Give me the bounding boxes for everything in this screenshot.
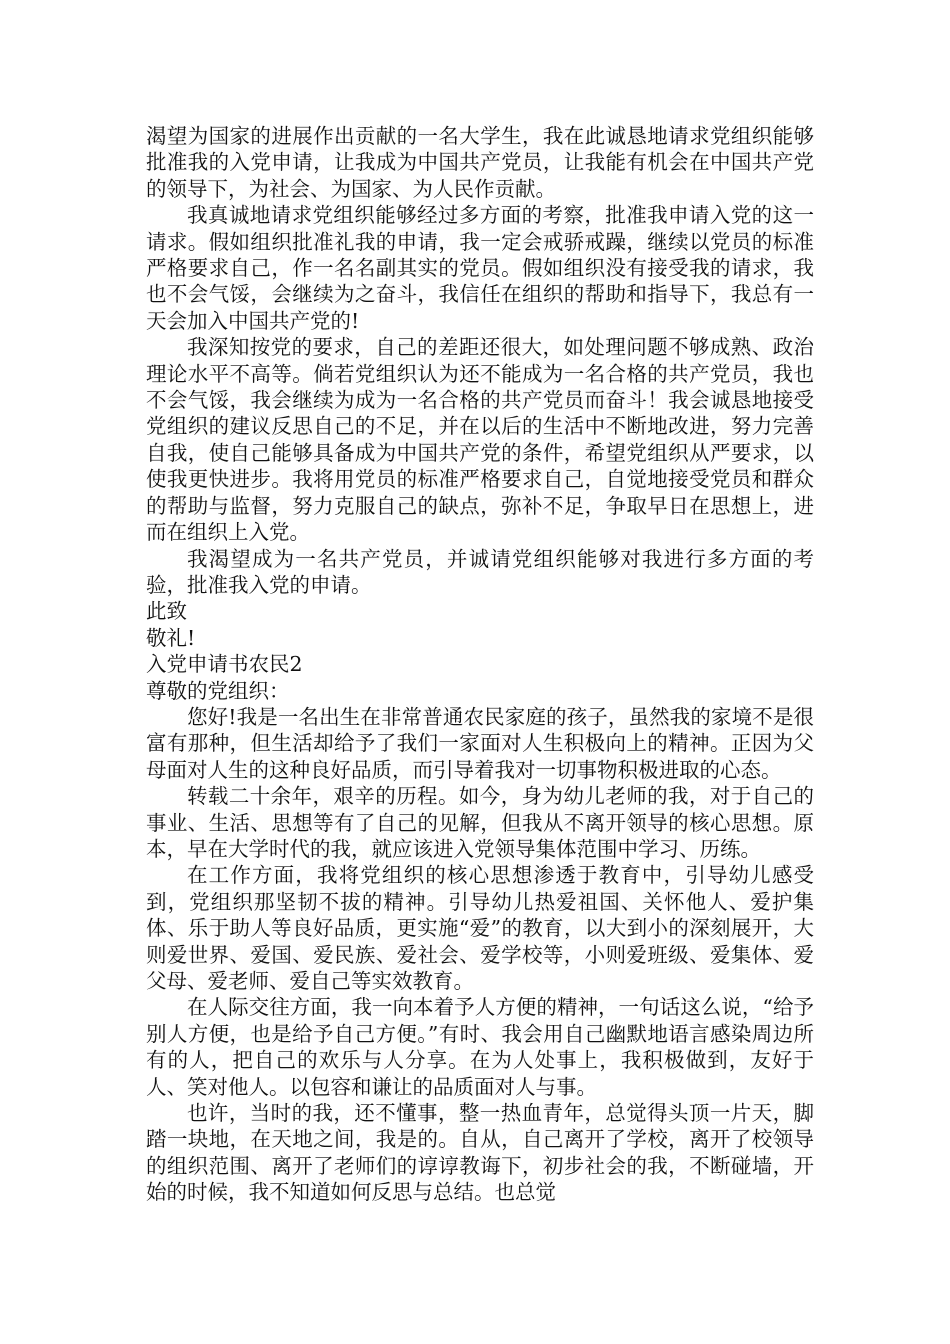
- closing-salutation: 此致: [146, 599, 187, 624]
- closing-regards: 敬礼!: [146, 625, 196, 650]
- section-heading: 入党申请书农民2: [146, 652, 303, 677]
- paragraph-4: 我渴望成为一名共产党员，并诚请党组织能够对我进行多方面的考验，批准我入党的申请。: [146, 546, 814, 597]
- paragraph-3: 我深知按党的要求，自己的差距还很大，如处理问题不够成熟、政治理论水平不高等。倘若党组织认为还不能成为一名合格的共产党员，我也不会气馁，我会继续为成为一名合格的共产党员而奋斗！我会诚恳地接受党组织的建议反思自己的不足，并在以后的生活中不断地改进，努力完善自我，使自己能够具备成为中国共产党的条件，希望党组织从严要求，以使我更快进步。我将用党员的标准严格要求自己，自觉地接受党员和群众的帮助与监督，努力克服自己的缺点，弥补不足，争取早日在思想上，进而在组织上入党。: [146, 335, 814, 545]
- paragraph-5: 您好!我是一名出生在非常普通农民家庭的孩子，虽然我的家境不是很富有那种，但生活却给予了我们一家面对人生积极向上的精神。正因为父母面对人生的这种良好品质，而引导着我对一切事物积极进取的心态。: [146, 704, 814, 782]
- paragraph-8: 在人际交往方面，我一向本着予人方便的精神，一句话这么说，“给予别人方便，也是给予自己方便。”有时、我会用自己幽默地语言感染周边所有的人，把自己的欢乐与人分享。在为人处事上，我积极做到，友好于人、笑对他人。以包容和谦让的品质面对人与事。: [146, 995, 814, 1099]
- paragraph-6: 转载二十余年，艰辛的历程。如今，身为幼儿老师的我，对于自己的事业、生活、思想等有了自己的见解，但我从不离开领导的核心思想。原本，早在大学时代的我，就应该进入党领导集体范围中学习、历练。: [146, 784, 814, 861]
- paragraph-9: 也许，当时的我，还不懂事，整一热血青年，总觉得头顶一片天，脚踏一块地，在天地之间，我是的。自从，自己离开了学校，离开了校领导的组织范围、离开了老师们的谆谆教诲下，初步社会的我，不断碰墙，开始的时候，我不知道如何反思与总结。也总觉: [146, 1101, 814, 1205]
- document-body: [146, 123, 814, 1206]
- paragraph-7: 在工作方面，我将党组织的核心思想渗透于教育中，引导幼儿感受到，党组织那坚韧不拔的精神。引导幼儿热爱祖国、关怀他人、爱护集体、乐于助人等良好品质，更实施“爱”的教育，以大到小的深刻展开，大则爱世界、爱国、爱民族、爱社会、爱学校等，小则爱班级、爱集体、爱父母、爱老师、爱自己等实效教育。: [146, 863, 814, 993]
- paragraph-1: 渴望为国家的进展作出贡献的一名大学生，我在此诚恳地请求党组织能够批准我的入党申请，让我成为中国共产党员，让我能有机会在中国共产党的领导下，为社会、为国家、为人民作贡献。: [146, 124, 814, 201]
- letter-greeting: 尊敬的党组织：: [146, 678, 290, 703]
- paragraph-2: 我真诚地请求党组织能够经过多方面的考察，批准我申请入党的这一请求。假如组织批准礼我的申请，我一定会戒骄戒躁，继续以党员的标准严格要求自己，作一名名副其实的党员。假如组织没有接受我的请求，我也不会气馁，会继续为之奋斗，我信任在组织的帮助和指导下，我总有一天会加入中国共产党的!: [146, 203, 814, 333]
